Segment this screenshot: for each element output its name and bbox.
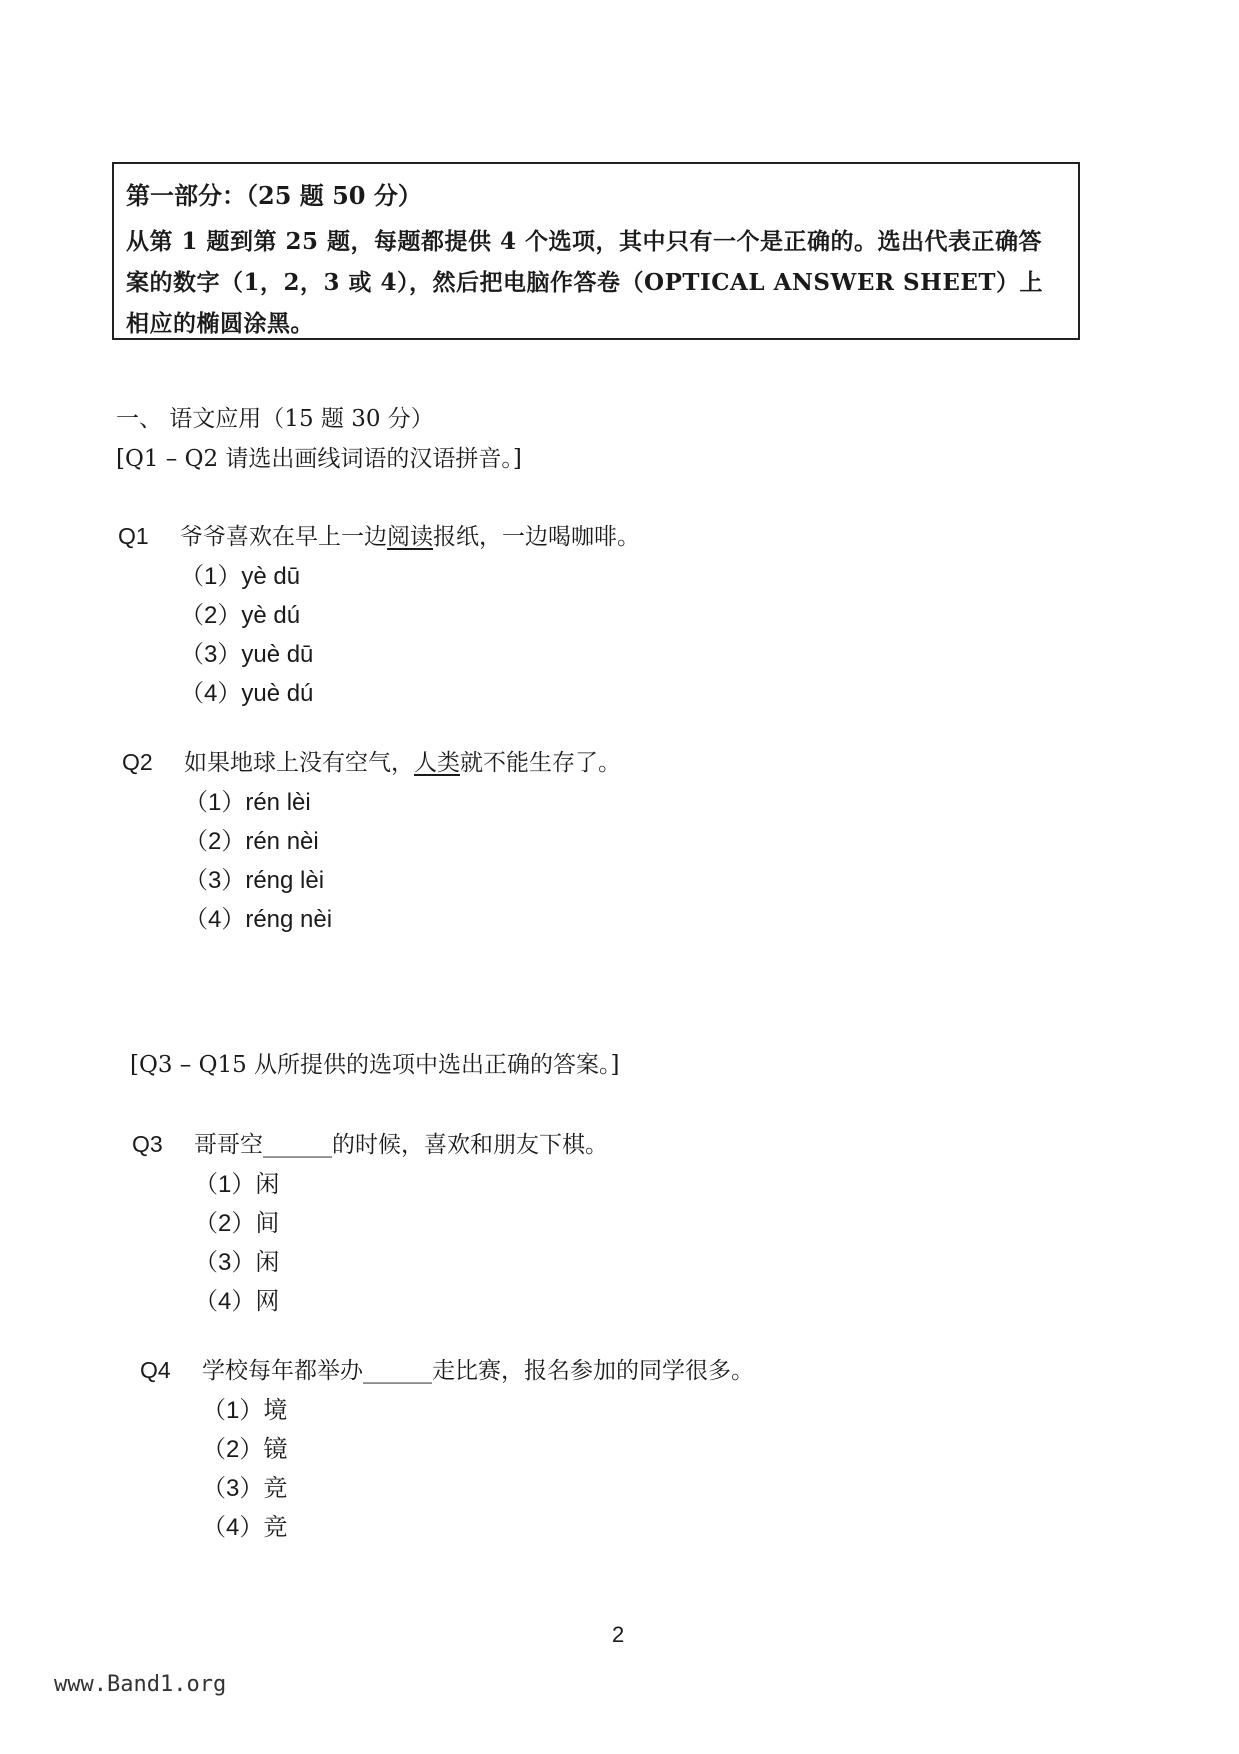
option-2: （2）yè dú <box>180 602 301 629</box>
question-text <box>194 1126 608 1159</box>
option-4: （4）yuè dú <box>180 680 314 707</box>
option-1: （1）闲 <box>194 1171 280 1198</box>
question-number: Q4 <box>140 1357 171 1383</box>
instruction-title: 第一部分：（25 题 50 分） <box>126 181 422 210</box>
question-number: Q3 <box>132 1131 163 1157</box>
section-title: 一、 语文应用（15 题 30 分） <box>116 406 434 432</box>
watermark: www.Band1.org <box>54 1672 227 1697</box>
option-3: （3）闲 <box>194 1249 280 1276</box>
question-text-after: 就不能生存了。 <box>460 750 621 776</box>
option-1: （1）rén lèi <box>184 789 311 816</box>
question-q2 <box>122 744 621 939</box>
option-2: （2）镜 <box>202 1436 288 1463</box>
question-text-after: 的时候，喜欢和朋友下棋。 <box>332 1132 608 1158</box>
option-2: （2）间 <box>194 1210 280 1237</box>
question-text <box>184 744 621 777</box>
option-4: （4）竞 <box>202 1514 288 1541</box>
question-number: Q2 <box>122 749 153 775</box>
answer-blank: ______ <box>263 1132 332 1158</box>
option-1: （1）境 <box>202 1397 288 1424</box>
question-text-after: 报纸，一边喝咖啡。 <box>433 524 640 550</box>
instruction-body: 从第 1 题到第 25 题，每题都提供 4 个选项，其中只有一个是正确的。选出代表正确答案的数字（1，2，3 或 4），然后把电脑作答卷（OPTICAL ANSWER SHEET）上相应的椭圆涂黑。 <box>126 228 1044 337</box>
question-text-before: 学校每年都举办 <box>202 1358 363 1384</box>
sub-instruction-q3-q15: [Q3 – Q15 从所提供的选项中选出正确的答案。] <box>130 1052 620 1078</box>
option-list <box>194 1165 608 1321</box>
sub-instruction-q1-q2: [Q1 – Q2 请选出画线词语的汉语拼音。] <box>116 446 522 472</box>
question-text-before: 如果地球上没有空气， <box>184 750 414 776</box>
answer-blank: ______ <box>363 1358 432 1384</box>
question-text-after: 走比赛，报名参加的同学很多。 <box>432 1358 754 1384</box>
instruction-box <box>112 162 1080 340</box>
option-list <box>180 557 640 713</box>
option-1: （1）yè dū <box>180 563 301 590</box>
underlined-word: 阅读 <box>387 524 433 550</box>
question-q4 <box>140 1352 754 1547</box>
question-text-before: 爷爷喜欢在早上一边 <box>180 524 387 550</box>
option-4: （4）网 <box>194 1288 280 1315</box>
option-list <box>184 783 621 939</box>
option-3: （3）réng lèi <box>184 867 325 894</box>
question-number: Q1 <box>118 523 149 549</box>
question-q3 <box>132 1126 608 1321</box>
question-text-before: 哥哥空 <box>194 1132 263 1158</box>
underlined-word: 人类 <box>414 750 460 776</box>
option-4: （4）réng nèi <box>184 906 333 933</box>
option-3: （3）竞 <box>202 1475 288 1502</box>
question-text <box>180 518 640 551</box>
page-number: 2 <box>612 1622 625 1647</box>
option-list <box>202 1391 754 1547</box>
question-q1 <box>118 518 640 713</box>
question-text <box>202 1352 754 1385</box>
option-2: （2）rén nèi <box>184 828 319 855</box>
option-3: （3）yuè dū <box>180 641 314 668</box>
